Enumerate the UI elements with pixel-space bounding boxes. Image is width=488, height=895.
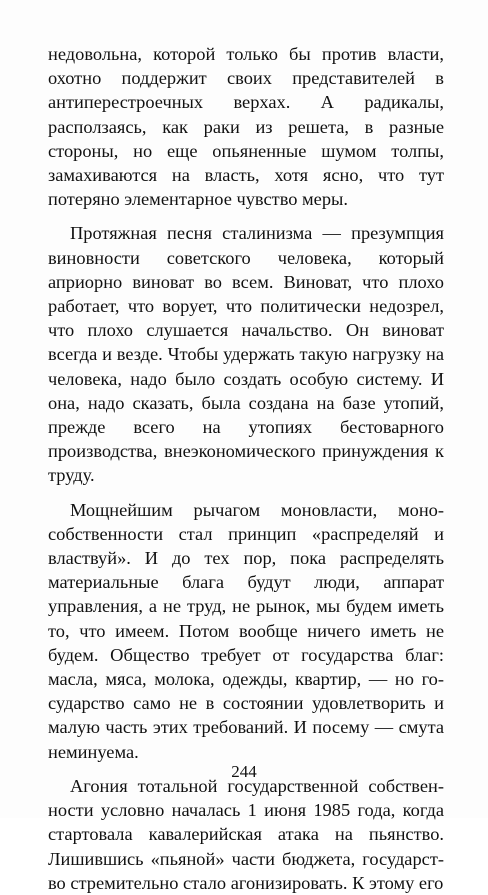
paragraph-1: недовольна, которой только бы против власти, охотно поддержит своих представителей в антиперестроечных верхах. А радикалы, расползаясь, как раки из решета, в разные стороны, но еще опьяненные шумом толпы, замахиваются на власть, хотя ясно, что тут потеряно элементарное чувство меры. xyxy=(48,44,444,210)
paragraph-3: Мощнейшим рычагом моновласти, монособственности стал принцип «распределяй и властвуй». И до тех пор, пока распределять материальные блага будут люди, аппарат управления, а не труд, не рынок, мы будем иметь то, что имеем. Потом вообще ничего иметь не будем. Общество требует от государства благ: масла, мяса, молока, одежды, квартир, — но государство само не в состоянии удовлетворить и малую часть этих требований. И посему — смута неминуема. xyxy=(48,499,444,762)
paragraph-2: Протяжная песня сталинизма — презумпция виновности советского человека, который априорно виноват во всем. Виноват, что плохо работает, что ворует, что политически недозрел, что плохо слушается начальство. Он виноват всегда и везде. Чтобы удержать такую нагрузку на человека, надо было создать особую систему. И она, надо сказать, была создана на базе утопий, прежде всего на утопиях бестоварного производства, внеэкономического принуждения к труду. xyxy=(48,223,444,486)
page-number: 244 xyxy=(231,762,257,781)
paragraph-4: Агония тотальной государственной собственности условно началась 1 июня 1985 года, когда стартовала кавалерийская атака на пьянство. Лишившись «пьяной» части бюджета, государство стремительно стало агонизировать. К этому его xyxy=(48,775,444,893)
